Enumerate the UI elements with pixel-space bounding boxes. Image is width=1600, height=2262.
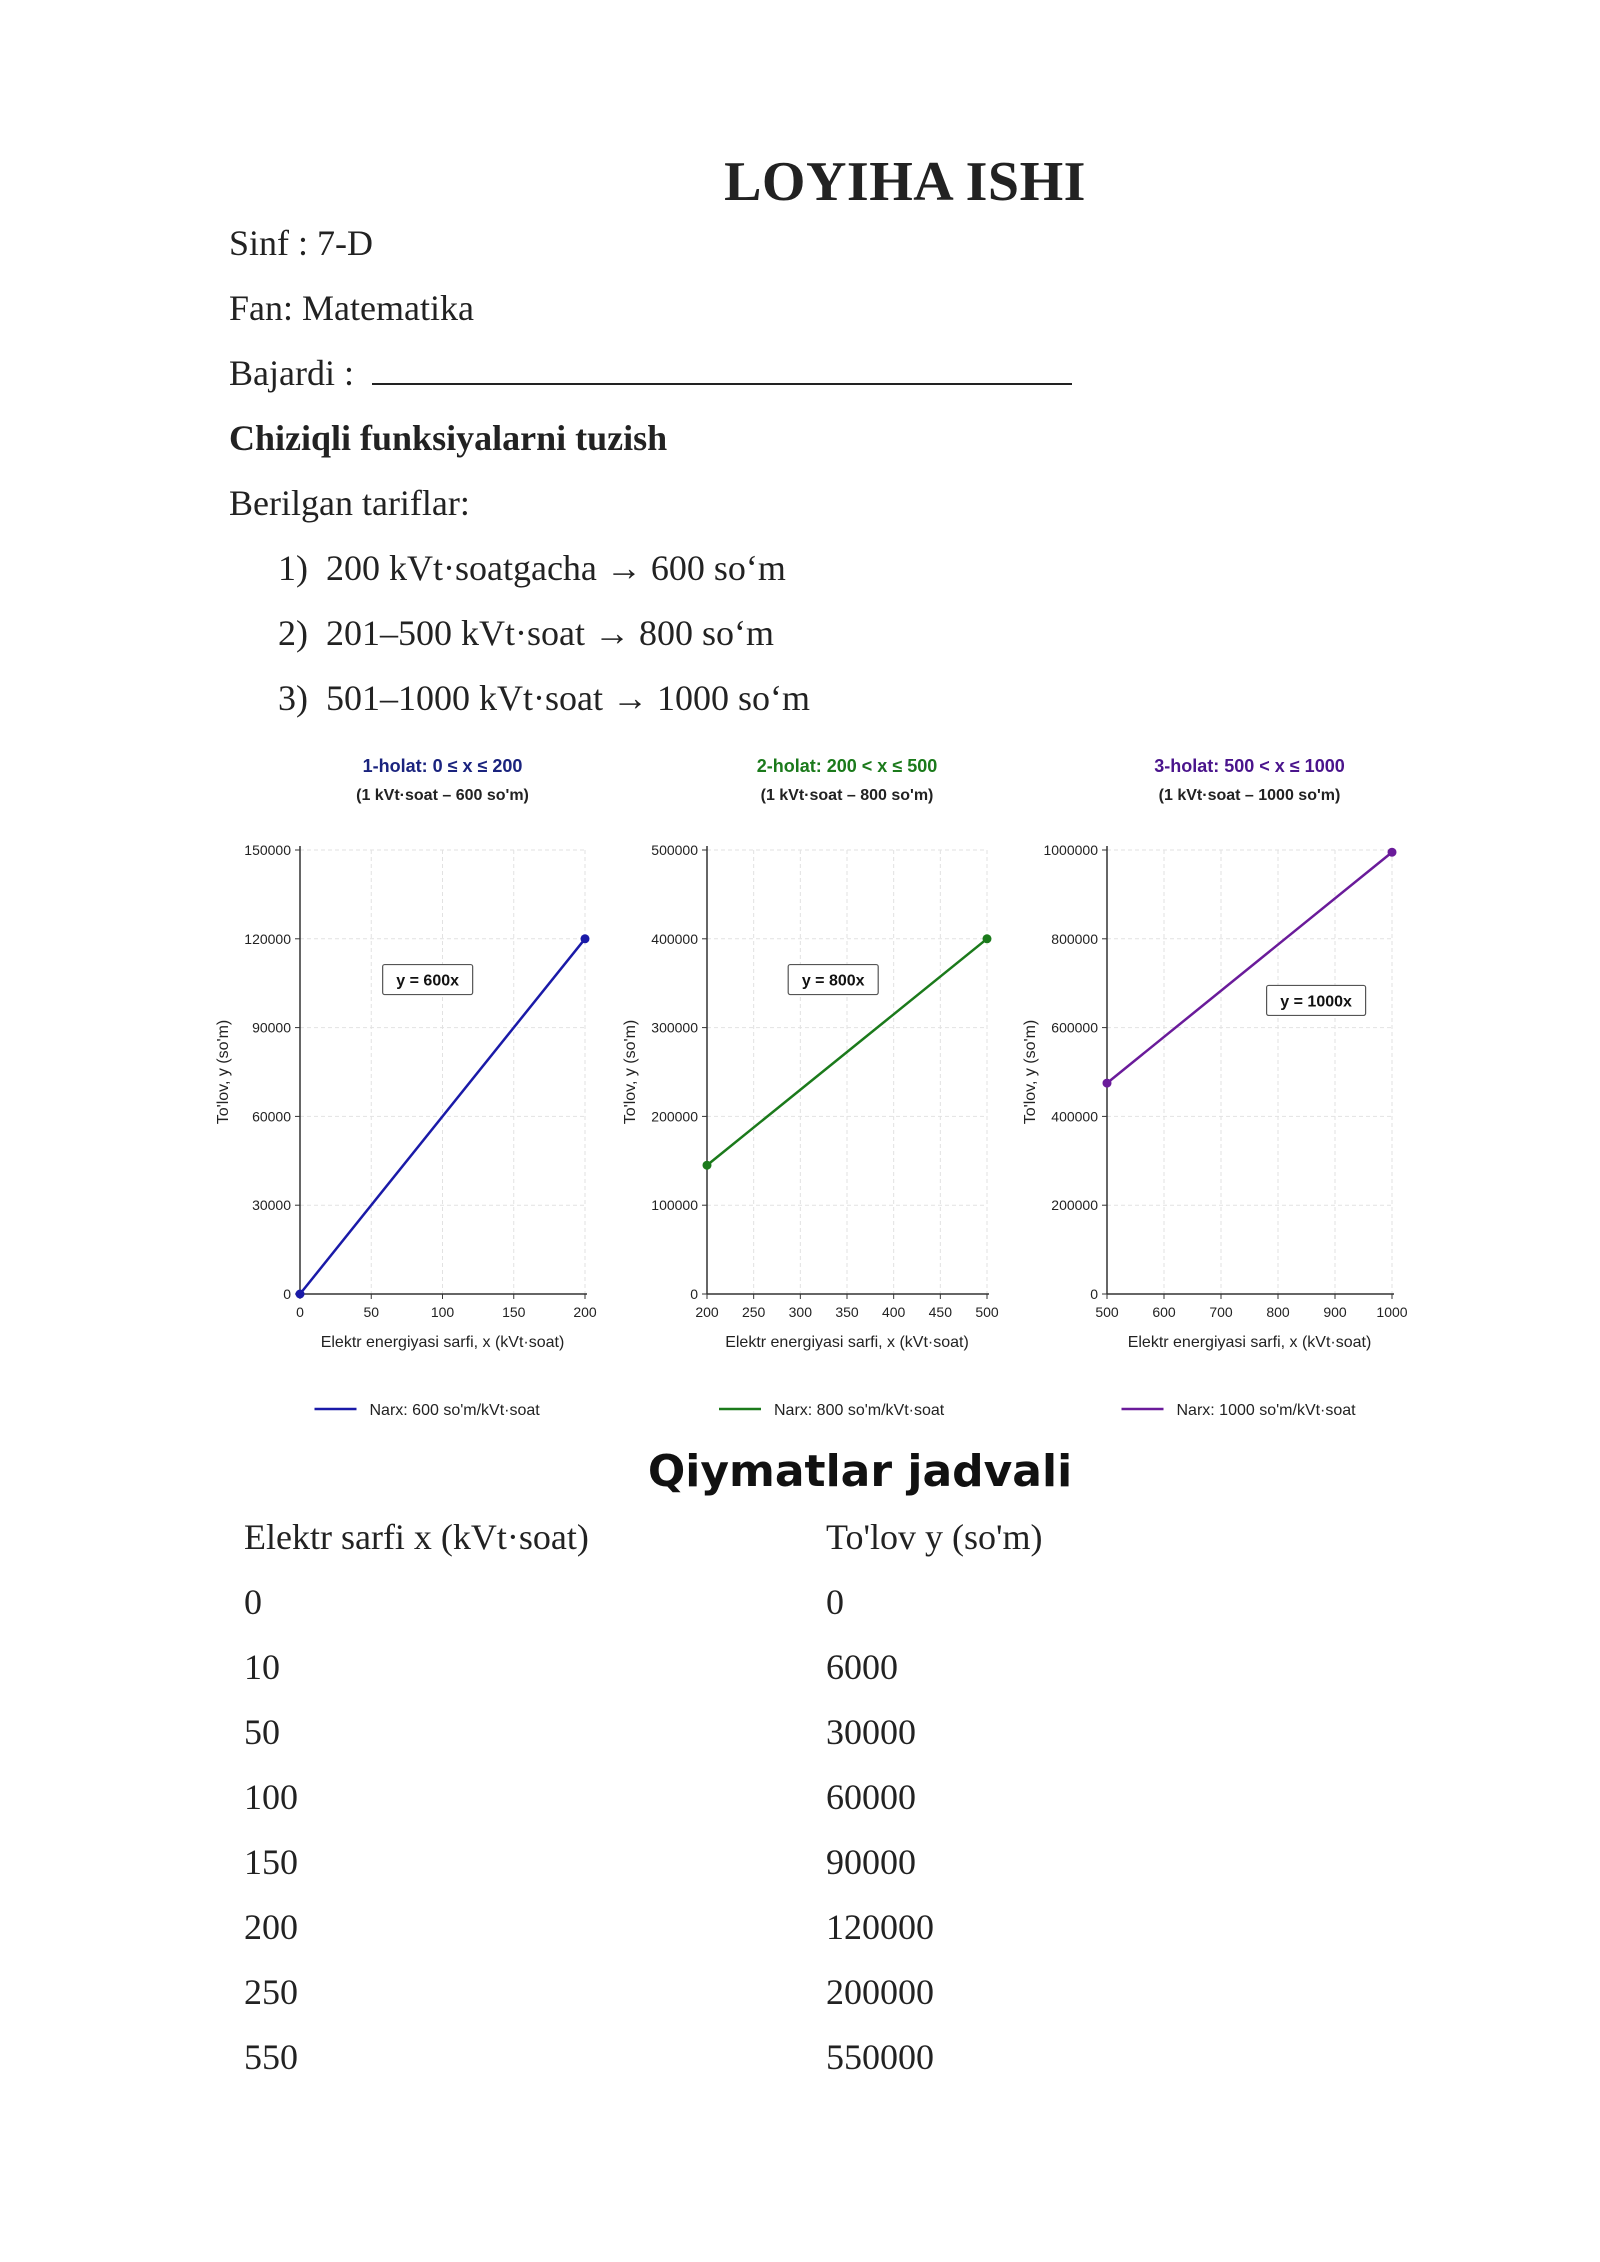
charts-panel bbox=[195, 738, 1415, 1438]
legend-label: Narx: 1000 so'm/kVt·soat bbox=[1176, 1402, 1356, 1419]
table-cell-x: 250 bbox=[244, 1972, 298, 2012]
table-cell-y: 120000 bbox=[826, 1907, 934, 1947]
y-tick-label: 0 bbox=[283, 1286, 291, 1302]
table-cell-y: 30000 bbox=[826, 1712, 916, 1752]
y-tick-label: 500000 bbox=[651, 842, 698, 858]
chart-3 bbox=[1022, 756, 1408, 1419]
table-header-y: To'lov y (so'm) bbox=[826, 1517, 1043, 1557]
equation-label: y = 600x bbox=[396, 972, 460, 990]
tariff-item bbox=[278, 611, 774, 655]
y-tick-label: 1000000 bbox=[1043, 842, 1098, 858]
y-tick-label: 200000 bbox=[651, 1108, 698, 1125]
table-cell-y: 200000 bbox=[826, 1972, 934, 2012]
table-cell-x: 150 bbox=[244, 1842, 298, 1882]
y-tick-label: 90000 bbox=[252, 1019, 291, 1036]
x-tick-label: 250 bbox=[741, 1304, 766, 1320]
y-tick-label: 400000 bbox=[1051, 1108, 1098, 1125]
x-tick-label: 600 bbox=[1152, 1304, 1176, 1320]
tariff-number: 2) bbox=[278, 613, 308, 653]
y-tick-label: 120000 bbox=[244, 930, 291, 947]
table-cell-y: 0 bbox=[826, 1582, 844, 1622]
table-cell-x: 50 bbox=[244, 1712, 280, 1752]
series-line bbox=[1107, 852, 1392, 1083]
table-cell-y: 90000 bbox=[826, 1842, 916, 1882]
charts-figure bbox=[195, 738, 1415, 1438]
table-cell-x: 10 bbox=[244, 1647, 280, 1687]
equation-label: y = 800x bbox=[801, 972, 865, 990]
chart-title: 2-holat: 200 < x ≤ 500 bbox=[756, 756, 938, 776]
chart-1 bbox=[215, 756, 597, 1419]
y-axis-label: To'lov, y (so'm) bbox=[215, 1019, 232, 1125]
x-tick-label: 0 bbox=[296, 1304, 304, 1320]
x-tick-label: 500 bbox=[975, 1304, 999, 1320]
chart-subtitle: (1 kVt·soat – 600 so'm) bbox=[356, 787, 529, 804]
data-point bbox=[983, 934, 992, 943]
legend-label: Narx: 800 so'm/kVt·soat bbox=[774, 1402, 945, 1419]
tariff-item bbox=[278, 546, 786, 590]
tariff-text: 201–500 kVt·soat → 800 so‘m bbox=[326, 613, 774, 653]
table-cell-x: 100 bbox=[244, 1777, 298, 1817]
tariff-number: 3) bbox=[278, 678, 308, 718]
x-tick-label: 100 bbox=[430, 1304, 455, 1320]
table-cell-x: 0 bbox=[244, 1582, 262, 1622]
table-cell-y: 60000 bbox=[826, 1777, 916, 1817]
y-tick-label: 400000 bbox=[651, 930, 698, 947]
page-title: LOYIHA ISHI bbox=[724, 151, 1086, 213]
y-tick-label: 100000 bbox=[651, 1197, 698, 1214]
done-by-label: Bajardi : bbox=[229, 353, 354, 393]
chart-title: 3-holat: 500 < x ≤ 1000 bbox=[1154, 756, 1345, 776]
chart-subtitle: (1 kVt·soat – 800 so'm) bbox=[760, 787, 934, 804]
x-tick-label: 200 bbox=[573, 1304, 597, 1320]
y-tick-label: 200000 bbox=[1051, 1197, 1098, 1214]
y-tick-label: 30000 bbox=[252, 1197, 291, 1214]
y-tick-label: 60000 bbox=[252, 1108, 291, 1125]
x-tick-label: 900 bbox=[1323, 1304, 1347, 1320]
y-tick-label: 800000 bbox=[1051, 930, 1098, 947]
x-tick-label: 1000 bbox=[1376, 1304, 1408, 1320]
subject-line: Fan: Matematika bbox=[229, 288, 474, 328]
x-tick-label: 150 bbox=[502, 1304, 526, 1320]
table-cell-x: 550 bbox=[244, 2037, 298, 2077]
tariff-number: 1) bbox=[278, 548, 308, 588]
y-tick-label: 0 bbox=[690, 1286, 698, 1302]
done-by-blank bbox=[372, 353, 1072, 385]
table-cell-y: 550000 bbox=[826, 2037, 934, 2077]
y-axis-label: To'lov, y (so'm) bbox=[622, 1019, 639, 1125]
done-by-line bbox=[229, 351, 1072, 395]
table-cell-x: 200 bbox=[244, 1907, 298, 1947]
data-point bbox=[1103, 1079, 1112, 1088]
x-tick-label: 300 bbox=[788, 1304, 813, 1320]
equation-label: y = 1000x bbox=[1280, 993, 1352, 1011]
y-tick-label: 300000 bbox=[651, 1019, 698, 1036]
y-tick-label: 150000 bbox=[244, 842, 291, 858]
x-tick-label: 400 bbox=[881, 1304, 906, 1320]
table-title: Qiymatlar jadvali bbox=[647, 1446, 1073, 1497]
section-heading: Chiziqli funksiyalarni tuzish bbox=[229, 418, 668, 458]
x-tick-label: 350 bbox=[835, 1304, 859, 1320]
x-axis-label: Elektr energiyasi sarfi, x (kVt·soat) bbox=[725, 1334, 969, 1351]
x-tick-label: 450 bbox=[928, 1304, 953, 1320]
table-header-x: Elektr sarfi x (kVt·soat) bbox=[244, 1517, 589, 1557]
tariff-text: 501–1000 kVt·soat → 1000 so‘m bbox=[326, 678, 810, 718]
chart-title: 1-holat: 0 ≤ x ≤ 200 bbox=[362, 756, 523, 776]
chart-subtitle: (1 kVt·soat – 1000 so'm) bbox=[1158, 787, 1341, 804]
x-tick-label: 200 bbox=[695, 1304, 719, 1320]
y-tick-label: 600000 bbox=[1051, 1019, 1098, 1036]
legend-label: Narx: 600 so'm/kVt·soat bbox=[369, 1402, 540, 1419]
x-tick-label: 50 bbox=[363, 1304, 380, 1320]
data-point bbox=[296, 1290, 305, 1299]
table-cell-y: 6000 bbox=[826, 1647, 898, 1687]
data-point bbox=[703, 1161, 712, 1170]
class-line: Sinf : 7-D bbox=[229, 223, 373, 263]
tariff-text: 200 kVt·soatgacha → 600 so‘m bbox=[326, 548, 786, 588]
tariffs-intro: Berilgan tariflar: bbox=[229, 483, 470, 523]
x-tick-label: 700 bbox=[1209, 1304, 1233, 1320]
chart-2 bbox=[622, 756, 999, 1419]
x-tick-label: 800 bbox=[1266, 1304, 1290, 1320]
x-axis-label: Elektr energiyasi sarfi, x (kVt·soat) bbox=[1127, 1334, 1372, 1351]
x-axis-label: Elektr energiyasi sarfi, x (kVt·soat) bbox=[320, 1334, 565, 1351]
y-axis-label: To'lov, y (so'm) bbox=[1022, 1019, 1039, 1125]
data-point bbox=[1388, 848, 1397, 857]
x-tick-label: 500 bbox=[1095, 1304, 1119, 1320]
tariff-item bbox=[278, 676, 810, 720]
y-tick-label: 0 bbox=[1090, 1286, 1098, 1302]
data-point bbox=[581, 934, 590, 943]
